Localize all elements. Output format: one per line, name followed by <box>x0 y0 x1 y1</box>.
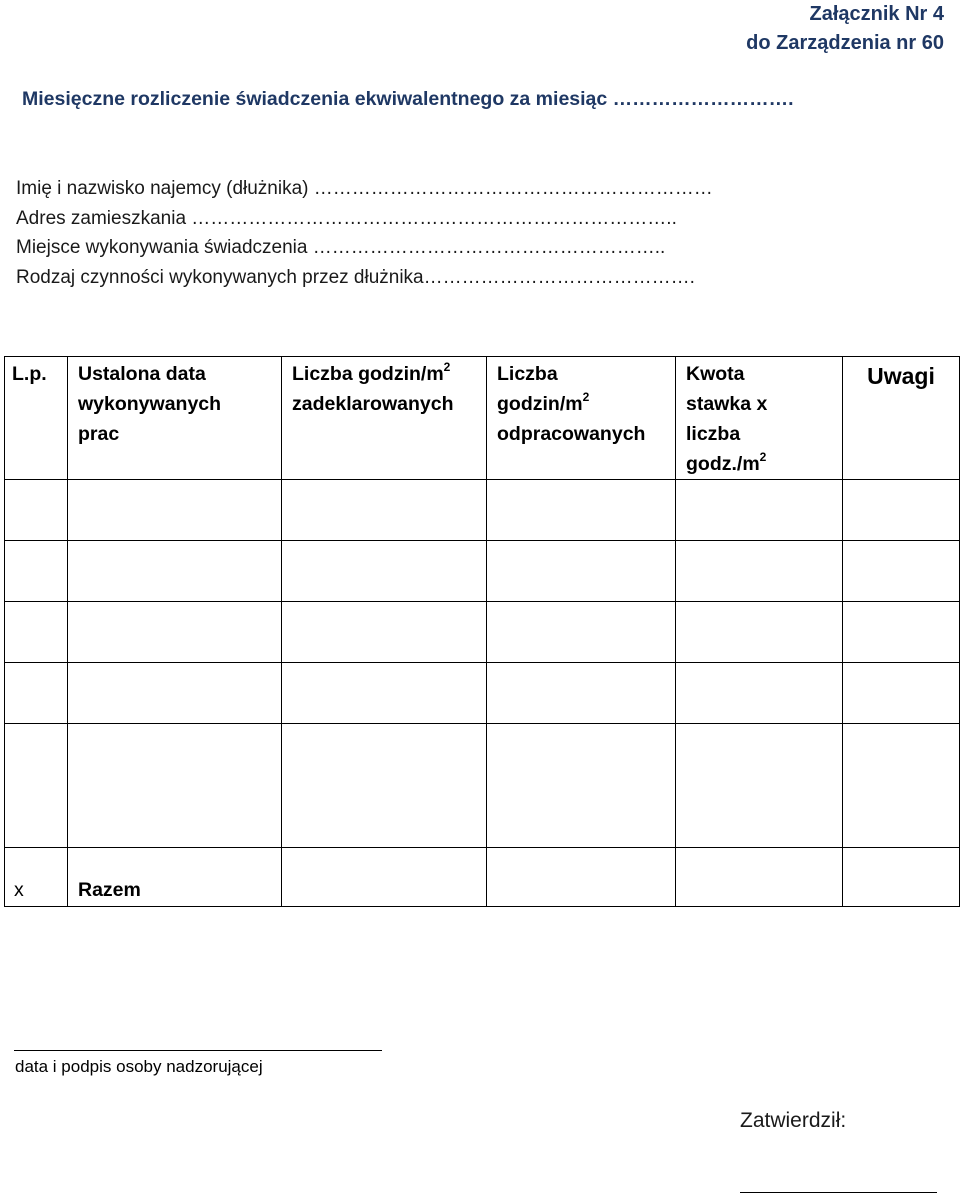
total-label: Razem <box>78 879 141 901</box>
cell-worked[interactable] <box>487 663 676 724</box>
superscript: 2 <box>443 360 451 374</box>
cell-amount[interactable] <box>676 602 843 663</box>
field-activity: Rodzaj czynności wykonywanych przez dłużnika……………………………………. <box>16 266 695 288</box>
debtor-fields <box>16 174 713 292</box>
cell-notes[interactable] <box>843 602 960 663</box>
header-amount-line3: liczba <box>686 423 741 445</box>
approved-by-label: Zatwierdził: <box>740 1109 847 1132</box>
header-declared-line2: zadeklarowanych <box>292 393 454 415</box>
annex-number: Załącznik Nr 4 <box>809 3 944 25</box>
cell-amount[interactable] <box>676 663 843 724</box>
superscript: 2 <box>759 450 767 464</box>
total-row <box>5 848 960 907</box>
cell-notes[interactable] <box>843 724 960 848</box>
header-notes <box>843 357 960 480</box>
header-worked <box>487 357 676 480</box>
header-lp-label: L.p. <box>12 363 47 385</box>
header-worked-line2: godzin/m <box>497 393 583 415</box>
cell-worked[interactable] <box>487 724 676 848</box>
cell-date[interactable] <box>68 602 282 663</box>
header-worked-line1: Liczba <box>497 363 558 385</box>
header-date-line1: Ustalona data <box>78 363 206 385</box>
approval-signature-line[interactable] <box>740 1192 937 1193</box>
cell-declared[interactable] <box>282 602 487 663</box>
total-declared[interactable] <box>282 848 487 907</box>
header-amount <box>676 357 843 480</box>
cell-date[interactable] <box>68 480 282 541</box>
total-amount[interactable] <box>676 848 843 907</box>
header-declared-line1: Liczba godzin/m <box>292 363 444 385</box>
cell-lp[interactable] <box>5 724 68 848</box>
cell-amount[interactable] <box>676 724 843 848</box>
cell-amount[interactable] <box>676 480 843 541</box>
header-date <box>68 357 282 480</box>
header-amount-line4: godz./m <box>686 453 760 475</box>
table-row <box>5 480 960 541</box>
cell-notes[interactable] <box>843 541 960 602</box>
cell-declared[interactable] <box>282 663 487 724</box>
supervisor-signature-line[interactable] <box>14 1050 382 1051</box>
cell-date[interactable] <box>68 541 282 602</box>
table-row <box>5 663 960 724</box>
field-place: Miejsce wykonywania świadczenia ……………………………………………….. <box>16 237 666 258</box>
cell-notes[interactable] <box>843 480 960 541</box>
cell-date[interactable] <box>68 663 282 724</box>
header-amount-line2: stawka x <box>686 393 768 415</box>
cell-worked[interactable] <box>487 480 676 541</box>
table-row <box>5 541 960 602</box>
supervisor-signature-caption: data i podpis osoby nadzorującej <box>15 1057 263 1076</box>
total-worked[interactable] <box>487 848 676 907</box>
annex-reference <box>746 0 944 58</box>
document-title: Miesięczne rozliczenie świadczenia ekwiwalentnego za miesiąc ………………………. <box>22 88 794 110</box>
header-date-line3: prac <box>78 423 120 445</box>
table-row <box>5 724 960 848</box>
cell-lp[interactable] <box>5 663 68 724</box>
cell-amount[interactable] <box>676 541 843 602</box>
cell-declared[interactable] <box>282 480 487 541</box>
header-lp <box>5 357 68 480</box>
cell-notes[interactable] <box>843 663 960 724</box>
header-notes-label: Uwagi <box>867 363 935 389</box>
total-label-cell <box>68 848 282 907</box>
field-name: Imię i nazwisko najemcy (dłużnika) ……………………………………………………… <box>16 178 713 199</box>
cell-declared[interactable] <box>282 541 487 602</box>
settlement-table <box>4 356 960 907</box>
cell-lp[interactable] <box>5 480 68 541</box>
header-amount-line1: Kwota <box>686 363 745 385</box>
field-address: Adres zamieszkania ………………………………………………………………….. <box>16 207 677 229</box>
header-date-line2: wykonywanych <box>78 393 222 415</box>
cell-lp[interactable] <box>5 602 68 663</box>
table-row <box>5 602 960 663</box>
table-header-row <box>5 357 960 480</box>
cell-date[interactable] <box>68 724 282 848</box>
annex-order-reference: do Zarządzenia nr 60 <box>746 32 944 54</box>
cell-lp[interactable] <box>5 541 68 602</box>
cell-declared[interactable] <box>282 724 487 848</box>
total-x-cell <box>5 848 68 907</box>
cell-worked[interactable] <box>487 541 676 602</box>
total-x-mark: x <box>14 879 24 901</box>
cell-worked[interactable] <box>487 602 676 663</box>
header-worked-line3: odpracowanych <box>497 423 646 445</box>
superscript: 2 <box>582 390 590 404</box>
header-declared <box>282 357 487 480</box>
total-notes[interactable] <box>843 848 960 907</box>
